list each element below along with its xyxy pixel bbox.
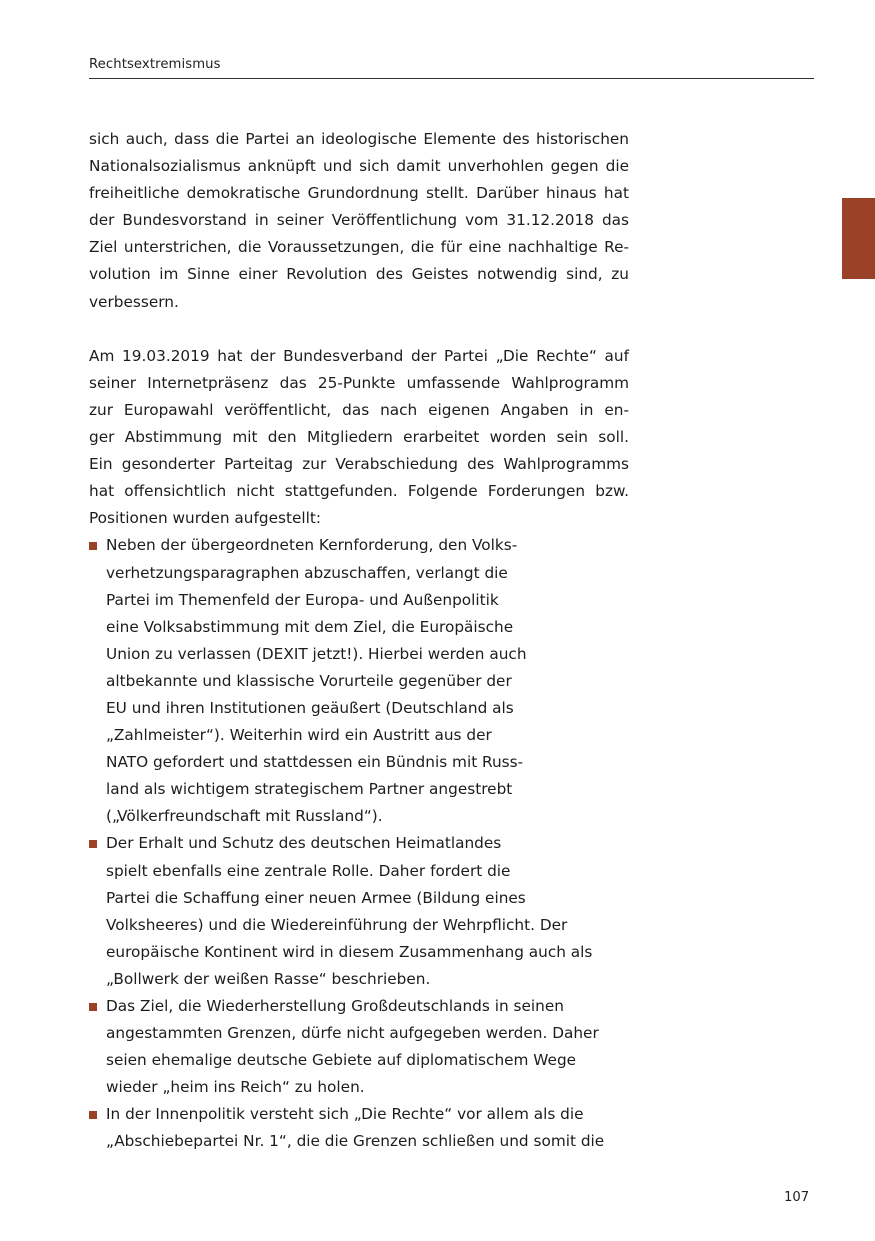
list-item-line: NATO gefordert und stattdessen ein Bündnis mit Russ- bbox=[106, 753, 524, 772]
list-item-line: Partei die Schaffung einer neuen Armee (Bildung eines bbox=[106, 888, 526, 907]
text-line: zur Europawahl veröffentlicht, das nach eigenen Angaben in en- bbox=[89, 400, 629, 419]
list-item-line: Union zu verlassen (DEXIT jetzt!). Hierbei werden auch bbox=[106, 644, 527, 663]
list-item-line: Volksheeres) und die Wiedereinführung der Wehrpflicht. Der bbox=[106, 915, 568, 934]
text-line: Nationalsozialismus anknüpft und sich damit unverhohlen gegen die bbox=[89, 157, 629, 176]
list-item-line: „Abschiebepartei Nr. 1“, die die Grenzen schließen und somit die bbox=[106, 1132, 605, 1151]
list-item bbox=[89, 1101, 629, 1155]
paragraph-1 bbox=[89, 126, 629, 316]
list-item-line: eine Volksabstimmung mit dem Ziel, die Europäische bbox=[106, 617, 514, 636]
list-item-line: Der Erhalt und Schutz des deutschen Heimatlandes bbox=[106, 834, 502, 853]
bullet-square-icon bbox=[89, 840, 97, 848]
chapter-tab-marker bbox=[842, 198, 875, 279]
list-item-line: seien ehemalige deutsche Gebiete auf diplomatischem Wege bbox=[106, 1051, 577, 1070]
text-line: volution im Sinne einer Revolution des Geistes notwendig sind, zu bbox=[89, 265, 629, 284]
body-text bbox=[89, 126, 629, 1156]
bullet-square-icon bbox=[89, 1111, 97, 1119]
bullet-square-icon bbox=[89, 1003, 97, 1011]
list-item-line: europäische Kontinent wird in diesem Zusammenhang auch als bbox=[106, 942, 593, 961]
list-item-line: angestammten Grenzen, dürfe nicht aufgegeben werden. Daher bbox=[106, 1024, 599, 1043]
bullet-square-icon bbox=[89, 542, 97, 550]
list-item-line: verhetzungsparagraphen abzuschaffen, verlangt die bbox=[106, 563, 508, 582]
list-item-line: spielt ebenfalls eine zentrale Rolle. Daher fordert die bbox=[106, 861, 511, 880]
text-line: sich auch, dass die Partei an ideologische Elemente des historischen bbox=[89, 130, 629, 148]
running-title: Rechtsextremismus bbox=[89, 57, 221, 72]
list-item-line: „Bollwerk der weißen Rasse“ beschrieben. bbox=[106, 969, 431, 988]
header-rule bbox=[89, 78, 814, 79]
list-item bbox=[89, 532, 629, 830]
text-line: verbessern. bbox=[89, 292, 179, 311]
text-line: der Bundesvorstand in seiner Veröffentlichung vom 31.12.2018 das bbox=[89, 211, 629, 230]
list-item bbox=[89, 830, 629, 993]
text-line: hat offensichtlich nicht stattgefunden. Folgende Forderungen bzw. bbox=[89, 482, 629, 501]
demands-list bbox=[89, 532, 629, 1155]
text-line: Ein gesonderter Parteitag zur Verabschiedung des Wahlprogramms bbox=[89, 455, 629, 474]
paragraph-2 bbox=[89, 343, 629, 533]
paragraph-spacer bbox=[89, 316, 629, 343]
text-line: Am 19.03.2019 hat der Bundesverband der Partei „Die Rechte“ auf bbox=[89, 346, 629, 365]
list-item-line: EU und ihren Institutionen geäußert (Deutschland als bbox=[106, 698, 514, 717]
list-item-line: land als wichtigem strategischem Partner angestrebt bbox=[106, 780, 513, 799]
list-item-line: „Zahlmeister“). Weiterhin wird ein Austritt aus der bbox=[106, 726, 492, 745]
list-item-line: Neben der übergeordneten Kernforderung, den Volks- bbox=[106, 536, 518, 555]
text-line: Positionen wurden aufgestellt: bbox=[89, 509, 322, 528]
list-item-line: In der Innenpolitik versteht sich „Die Rechte“ vor allem als die bbox=[106, 1105, 584, 1124]
list-item bbox=[89, 993, 629, 1101]
list-item-line: Das Ziel, die Wiederherstellung Großdeutschlands in seinen bbox=[106, 997, 564, 1015]
list-item-line: Partei im Themenfeld der Europa- und Außenpolitik bbox=[106, 590, 499, 609]
list-item-line: altbekannte und klassische Vorurteile gegenüber der bbox=[106, 671, 512, 690]
text-line: seiner Internetpräsenz das 25-Punkte umfassende Wahlprogramm bbox=[89, 373, 629, 392]
text-line: Ziel unterstrichen, die Voraussetzungen, die für eine nachhaltige Re- bbox=[89, 238, 629, 257]
page-number: 107 bbox=[784, 1190, 810, 1205]
text-line: freiheitliche demokratische Grundordnung stellt. Darüber hinaus hat bbox=[89, 184, 629, 203]
text-line: ger Abstimmung mit den Mitgliedern erarbeitet worden sein soll. bbox=[89, 428, 629, 447]
list-item-line: wieder „heim ins Reich“ zu holen. bbox=[106, 1078, 365, 1097]
list-item-line: („Völkerfreundschaft mit Russland“). bbox=[106, 807, 383, 826]
